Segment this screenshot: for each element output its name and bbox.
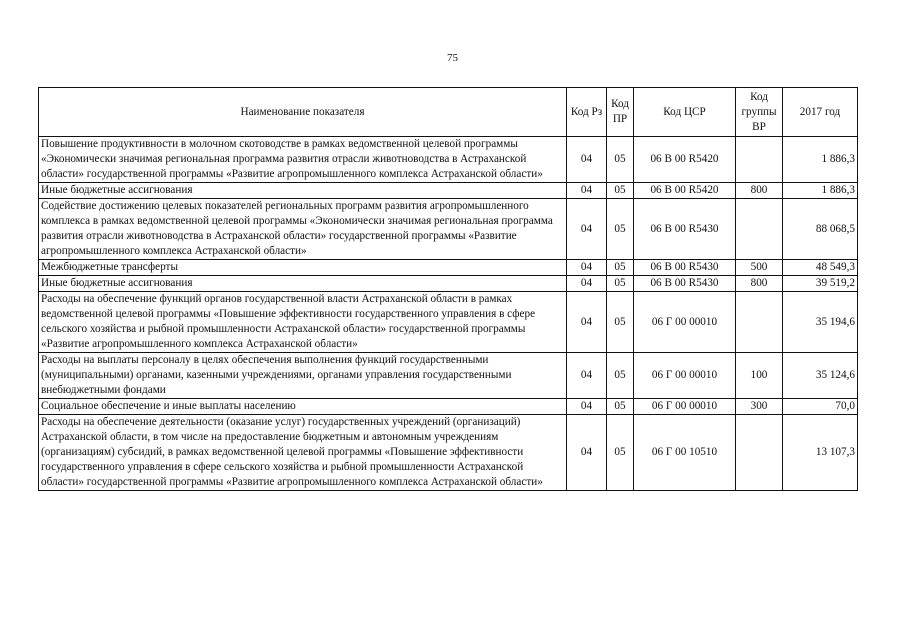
budget-table (38, 87, 858, 491)
table-row (39, 137, 858, 183)
row-csr: 06 В 00 R5420 (634, 137, 736, 183)
row-pr: 05 (607, 199, 634, 260)
row-rz: 04 (567, 137, 607, 183)
row-name: Иные бюджетные ассигнования (39, 183, 567, 199)
row-csr: 06 В 00 R5420 (634, 183, 736, 199)
row-amount: 88 068,5 (783, 199, 858, 260)
row-name: Межбюджетные трансферты (39, 260, 567, 276)
row-pr: 05 (607, 399, 634, 415)
row-vr: 800 (736, 276, 783, 292)
header-rz: Код Рз (567, 88, 607, 137)
row-rz: 04 (567, 183, 607, 199)
table-row (39, 183, 858, 199)
row-pr: 05 (607, 137, 634, 183)
row-amount: 70,0 (783, 399, 858, 415)
row-amount: 1 886,3 (783, 183, 858, 199)
header-vr: Код группы ВР (736, 88, 783, 137)
header-csr: Код ЦСР (634, 88, 736, 137)
table-row (39, 260, 858, 276)
row-pr: 05 (607, 183, 634, 199)
row-name: Иные бюджетные ассигнования (39, 276, 567, 292)
row-name: Содействие достижению целевых показателей региональных программ развития агропромышленного комплекса в рамках ведомственной целевой программы «Экономически значимая региональная программа развития отрасли животноводства в Астраханской области» государственной программы «Развитие агропромышленного комплекса Астраханской области» (39, 199, 567, 260)
table-row (39, 276, 858, 292)
table-row (39, 353, 858, 399)
row-vr (736, 137, 783, 183)
table-header-row (39, 88, 858, 137)
row-csr: 06 Г 00 00010 (634, 353, 736, 399)
row-name: Расходы на обеспечение деятельности (оказание услуг) государственных учреждений (организаций) Астраханской области, в том числе на предоставление бюджетным и автономным учреждениям (организациям) субсидий, в рамках ведомственной целевой программы «Повышение эффективности государственного управления в сфере сельского хозяйства и рыбной промышленности Астраханской области» государственной программы «Развитие агропромышленного комплекса Астраханской области» (39, 415, 567, 491)
header-pr: Код ПР (607, 88, 634, 137)
row-rz: 04 (567, 199, 607, 260)
row-name: Расходы на обеспечение функций органов государственной власти Астраханской области в рамках ведомственной целевой программы «Повышение эффективности государственного управления в сфере сельского хозяйства и рыбной промышленности Астраханской области» государственной программы «Развитие агропромышленного комплекса Астраханской области» (39, 292, 567, 353)
row-name: Расходы на выплаты персоналу в целях обеспечения выполнения функций государственными (муниципальными) органами, казенными учреждениями, органами управления государственными внебюджетными фондами (39, 353, 567, 399)
row-vr (736, 415, 783, 491)
row-vr (736, 199, 783, 260)
row-amount: 48 549,3 (783, 260, 858, 276)
table-row (39, 399, 858, 415)
row-rz: 04 (567, 353, 607, 399)
row-rz: 04 (567, 276, 607, 292)
row-csr: 06 Г 00 00010 (634, 399, 736, 415)
row-name: Повышение продуктивности в молочном скотоводстве в рамках ведомственной целевой программы «Экономически значимая региональная программа развития отрасли животноводства в Астраханской области» государственной программы «Развитие агропромышленного комплекса Астраханской области» (39, 137, 567, 183)
row-vr: 800 (736, 183, 783, 199)
row-csr: 06 В 00 R5430 (634, 199, 736, 260)
row-vr: 500 (736, 260, 783, 276)
row-vr: 300 (736, 399, 783, 415)
row-rz: 04 (567, 415, 607, 491)
row-vr (736, 292, 783, 353)
row-pr: 05 (607, 292, 634, 353)
row-amount: 35 124,6 (783, 353, 858, 399)
header-name: Наименование показателя (39, 88, 567, 137)
row-csr: 06 В 00 R5430 (634, 260, 736, 276)
row-amount: 39 519,2 (783, 276, 858, 292)
page-number: 75 (447, 52, 458, 64)
table-row (39, 415, 858, 491)
row-pr: 05 (607, 415, 634, 491)
row-vr: 100 (736, 353, 783, 399)
row-pr: 05 (607, 353, 634, 399)
row-rz: 04 (567, 399, 607, 415)
row-rz: 04 (567, 292, 607, 353)
row-csr: 06 Г 00 00010 (634, 292, 736, 353)
row-amount: 35 194,6 (783, 292, 858, 353)
row-csr: 06 Г 00 10510 (634, 415, 736, 491)
row-name: Социальное обеспечение и иные выплаты населению (39, 399, 567, 415)
row-pr: 05 (607, 276, 634, 292)
table-row (39, 292, 858, 353)
table-row (39, 199, 858, 260)
header-year: 2017 год (783, 88, 858, 137)
row-rz: 04 (567, 260, 607, 276)
row-amount: 1 886,3 (783, 137, 858, 183)
row-amount: 13 107,3 (783, 415, 858, 491)
row-pr: 05 (607, 260, 634, 276)
row-csr: 06 В 00 R5430 (634, 276, 736, 292)
